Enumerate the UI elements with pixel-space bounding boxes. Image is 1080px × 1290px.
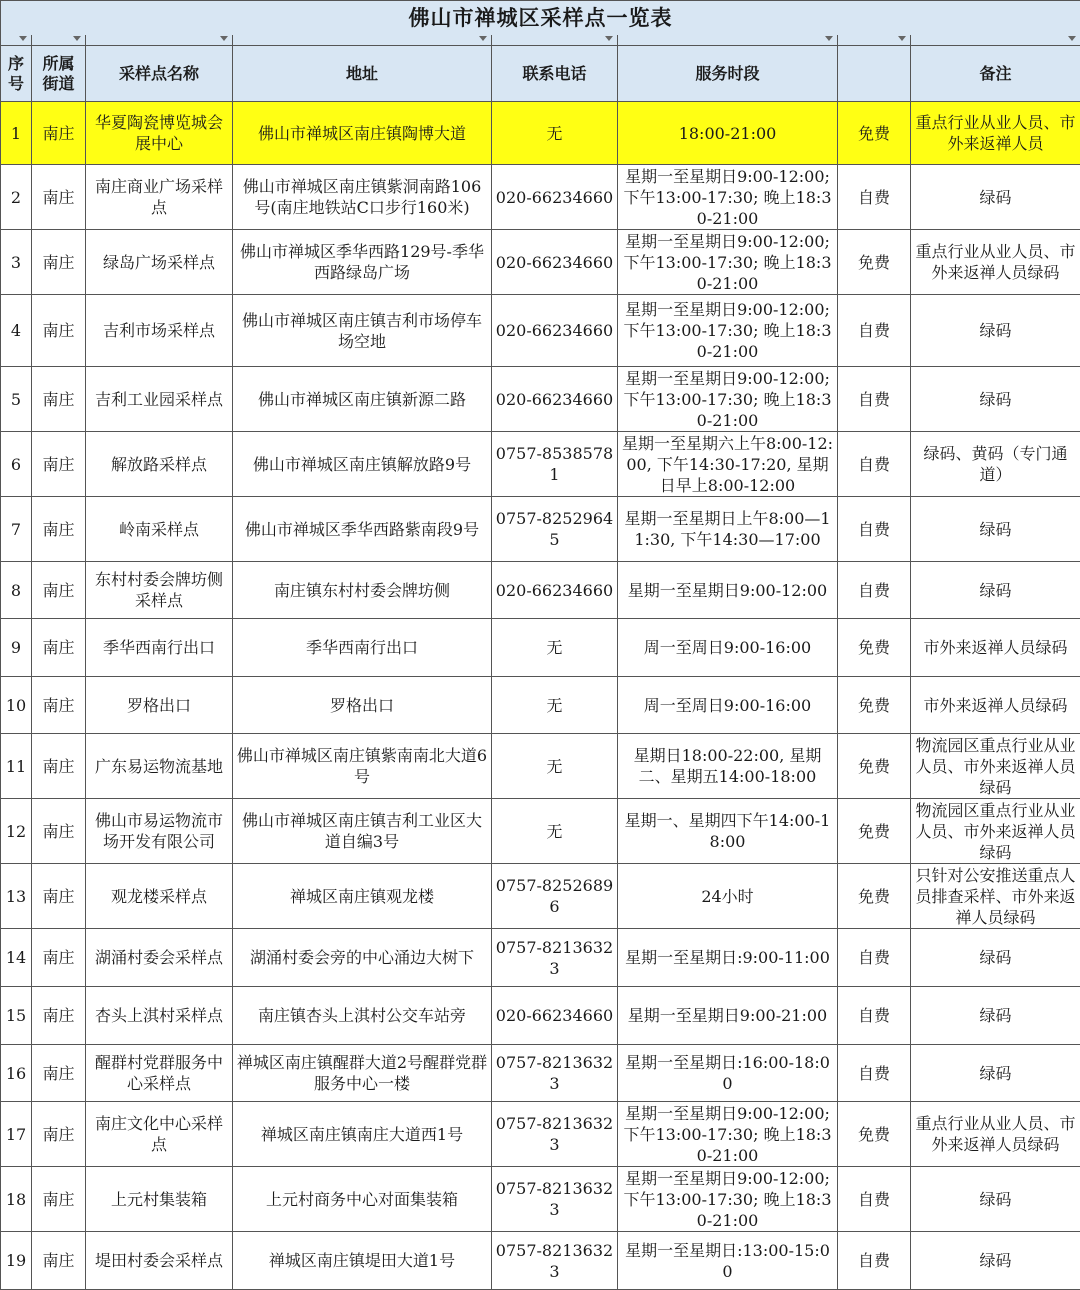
hours-cell: 星期一至星期六上午8:00-12:00, 下午14:30-17:20, 星期日早上8:00-12:00 bbox=[618, 432, 838, 497]
header-note: 备注 bbox=[911, 46, 1080, 102]
hours-cell: 星期一至星期日:16:00-18:00 bbox=[618, 1045, 838, 1102]
fee-cell: 自费 bbox=[838, 432, 911, 497]
table-row bbox=[1, 102, 1080, 165]
hours-cell: 18:00-21:00 bbox=[618, 102, 838, 165]
hours-cell: 星期一至星期日9:00-12:00; 下午13:00-17:30; 晚上18:30-21:00 bbox=[618, 295, 838, 367]
fee-cell: 免费 bbox=[838, 619, 911, 677]
fee-cell: 自费 bbox=[838, 367, 911, 432]
table-row bbox=[1, 562, 1080, 619]
table-row bbox=[1, 432, 1080, 497]
row-number: 7 bbox=[1, 497, 32, 562]
site-name-cell: 南庄文化中心采样点 bbox=[86, 1102, 233, 1167]
address-cell: 佛山市禅城区季华西路紫南段9号 bbox=[233, 497, 492, 562]
street-cell: 南庄 bbox=[32, 734, 86, 799]
phone-cell: 020-66234660 bbox=[492, 367, 618, 432]
address-cell: 禅城区南庄镇醒群大道2号醒群党群服务中心一楼 bbox=[233, 1045, 492, 1102]
site-name-cell: 南庄商业广场采样点 bbox=[86, 165, 233, 230]
filter-dropdown-icon[interactable] bbox=[605, 36, 613, 41]
filter-cell bbox=[838, 35, 911, 46]
table-row bbox=[1, 1045, 1080, 1102]
fee-cell: 免费 bbox=[838, 799, 911, 864]
note-cell: 绿码、黄码（专门通道） bbox=[911, 432, 1080, 497]
phone-cell: 0757-82136323 bbox=[492, 1167, 618, 1232]
hours-cell: 星期一至星期日9:00-12:00 bbox=[618, 562, 838, 619]
row-number: 16 bbox=[1, 1045, 32, 1102]
row-number: 10 bbox=[1, 677, 32, 734]
filter-dropdown-icon[interactable] bbox=[898, 36, 906, 41]
phone-cell: 无 bbox=[492, 619, 618, 677]
site-name-cell: 季华西南行出口 bbox=[86, 619, 233, 677]
fee-cell: 免费 bbox=[838, 677, 911, 734]
hours-cell: 星期一至星期日9:00-12:00; 下午13:00-17:30; 晚上18:30-21:00 bbox=[618, 1167, 838, 1232]
site-name-cell: 醒群村党群服务中心采样点 bbox=[86, 1045, 233, 1102]
fee-cell: 免费 bbox=[838, 102, 911, 165]
site-name-cell: 吉利市场采样点 bbox=[86, 295, 233, 367]
hours-cell: 星期一至星期日:9:00-11:00 bbox=[618, 929, 838, 987]
filter-cell bbox=[32, 35, 86, 46]
street-cell: 南庄 bbox=[32, 165, 86, 230]
address-cell: 季华西南行出口 bbox=[233, 619, 492, 677]
fee-cell: 自费 bbox=[838, 987, 911, 1045]
note-cell: 绿码 bbox=[911, 1045, 1080, 1102]
header-address: 地址 bbox=[233, 46, 492, 102]
fee-cell: 自费 bbox=[838, 929, 911, 987]
site-name-cell: 岭南采样点 bbox=[86, 497, 233, 562]
note-cell: 绿码 bbox=[911, 1232, 1080, 1290]
row-number: 11 bbox=[1, 734, 32, 799]
address-cell: 佛山市禅城区南庄镇吉利市场停车场空地 bbox=[233, 295, 492, 367]
street-cell: 南庄 bbox=[32, 987, 86, 1045]
fee-cell: 免费 bbox=[838, 734, 911, 799]
sheet-title: 佛山市禅城区采样点一览表 bbox=[1, 1, 1080, 36]
filter-dropdown-icon[interactable] bbox=[1068, 36, 1076, 41]
row-number: 14 bbox=[1, 929, 32, 987]
address-cell: 佛山市禅城区南庄镇紫南南北大道6号 bbox=[233, 734, 492, 799]
site-name-cell: 东村村委会牌坊侧采样点 bbox=[86, 562, 233, 619]
hours-cell: 星期日18:00-22:00, 星期二、星期五14:00-18:00 bbox=[618, 734, 838, 799]
street-cell: 南庄 bbox=[32, 1232, 86, 1290]
hours-cell: 星期一、星期四下午14:00-18:00 bbox=[618, 799, 838, 864]
filter-dropdown-icon[interactable] bbox=[479, 36, 487, 41]
table-row bbox=[1, 929, 1080, 987]
fee-cell: 免费 bbox=[838, 1102, 911, 1167]
header-fee bbox=[838, 46, 911, 102]
row-number: 9 bbox=[1, 619, 32, 677]
site-name-cell: 解放路采样点 bbox=[86, 432, 233, 497]
address-cell: 湖涌村委会旁的中心涌边大树下 bbox=[233, 929, 492, 987]
street-cell: 南庄 bbox=[32, 497, 86, 562]
note-cell: 只针对公安推送重点人员排查采样、市外来返禅人员绿码 bbox=[911, 864, 1080, 929]
address-cell: 佛山市禅城区南庄镇解放路9号 bbox=[233, 432, 492, 497]
row-number: 17 bbox=[1, 1102, 32, 1167]
row-number: 15 bbox=[1, 987, 32, 1045]
table-row bbox=[1, 677, 1080, 734]
hours-cell: 星期一至星期日9:00-12:00; 下午13:00-17:30; 晚上18:30-21:00 bbox=[618, 230, 838, 295]
hours-cell: 星期一至星期日9:00-12:00; 下午13:00-17:30; 晚上18:30-21:00 bbox=[618, 1102, 838, 1167]
address-cell: 佛山市禅城区南庄镇新源二路 bbox=[233, 367, 492, 432]
phone-cell: 无 bbox=[492, 102, 618, 165]
table-row bbox=[1, 497, 1080, 562]
filter-cell bbox=[233, 35, 492, 46]
row-number: 2 bbox=[1, 165, 32, 230]
filter-dropdown-icon[interactable] bbox=[220, 36, 228, 41]
address-cell: 罗格出口 bbox=[233, 677, 492, 734]
filter-cell bbox=[911, 35, 1080, 46]
street-cell: 南庄 bbox=[32, 1045, 86, 1102]
fee-cell: 免费 bbox=[838, 864, 911, 929]
phone-cell: 0757-82136323 bbox=[492, 1102, 618, 1167]
note-cell: 绿码 bbox=[911, 165, 1080, 230]
table-row bbox=[1, 1102, 1080, 1167]
table-row bbox=[1, 987, 1080, 1045]
filter-cell bbox=[618, 35, 838, 46]
phone-cell: 无 bbox=[492, 734, 618, 799]
address-cell: 禅城区南庄镇堤田大道1号 bbox=[233, 1232, 492, 1290]
phone-cell: 0757-85385781 bbox=[492, 432, 618, 497]
fee-cell: 自费 bbox=[838, 295, 911, 367]
phone-cell: 0757-82136323 bbox=[492, 1232, 618, 1290]
street-cell: 南庄 bbox=[32, 1102, 86, 1167]
phone-cell: 无 bbox=[492, 799, 618, 864]
header-row bbox=[1, 46, 1080, 102]
hours-cell: 周一至周日9:00-16:00 bbox=[618, 677, 838, 734]
fee-cell: 自费 bbox=[838, 1045, 911, 1102]
table-row bbox=[1, 295, 1080, 367]
header-hours: 服务时段 bbox=[618, 46, 838, 102]
row-number: 5 bbox=[1, 367, 32, 432]
row-number: 13 bbox=[1, 864, 32, 929]
table-row bbox=[1, 165, 1080, 230]
street-cell: 南庄 bbox=[32, 619, 86, 677]
note-cell: 市外来返禅人员绿码 bbox=[911, 619, 1080, 677]
address-cell: 佛山市禅城区南庄镇陶博大道 bbox=[233, 102, 492, 165]
row-number: 1 bbox=[1, 102, 32, 165]
street-cell: 南庄 bbox=[32, 295, 86, 367]
street-cell: 南庄 bbox=[32, 1167, 86, 1232]
address-cell: 佛山市禅城区季华西路129号-季华西路绿岛广场 bbox=[233, 230, 492, 295]
note-cell: 重点行业从业人员、市外来返禅人员绿码 bbox=[911, 230, 1080, 295]
phone-cell: 0757-82529645 bbox=[492, 497, 618, 562]
street-cell: 南庄 bbox=[32, 230, 86, 295]
phone-cell: 0757-82526896 bbox=[492, 864, 618, 929]
note-cell: 绿码 bbox=[911, 987, 1080, 1045]
filter-cell bbox=[1, 35, 32, 46]
fee-cell: 免费 bbox=[838, 230, 911, 295]
site-name-cell: 罗格出口 bbox=[86, 677, 233, 734]
note-cell: 物流园区重点行业从业人员、市外来返禅人员绿码 bbox=[911, 734, 1080, 799]
table-row bbox=[1, 367, 1080, 432]
row-number: 18 bbox=[1, 1167, 32, 1232]
street-cell: 南庄 bbox=[32, 562, 86, 619]
site-name-cell: 湖涌村委会采样点 bbox=[86, 929, 233, 987]
row-number: 3 bbox=[1, 230, 32, 295]
note-cell: 绿码 bbox=[911, 562, 1080, 619]
table-row bbox=[1, 230, 1080, 295]
site-name-cell: 上元村集装箱 bbox=[86, 1167, 233, 1232]
table-row bbox=[1, 799, 1080, 864]
row-number: 4 bbox=[1, 295, 32, 367]
hours-cell: 星期一至星期日9:00-12:00; 下午13:00-17:30; 晚上18:30-21:00 bbox=[618, 165, 838, 230]
filter-cell bbox=[86, 35, 233, 46]
row-number: 8 bbox=[1, 562, 32, 619]
note-cell: 重点行业从业人员、市外来返禅人员绿码 bbox=[911, 1102, 1080, 1167]
table-row bbox=[1, 864, 1080, 929]
site-name-cell: 华夏陶瓷博览城会展中心 bbox=[86, 102, 233, 165]
table-row bbox=[1, 734, 1080, 799]
table-row bbox=[1, 619, 1080, 677]
phone-cell: 020-66234660 bbox=[492, 165, 618, 230]
row-number: 12 bbox=[1, 799, 32, 864]
phone-cell: 020-66234660 bbox=[492, 230, 618, 295]
fee-cell: 自费 bbox=[838, 562, 911, 619]
note-cell: 重点行业从业人员、市外来返禅人员 bbox=[911, 102, 1080, 165]
header-street: 所属街道 bbox=[32, 46, 86, 102]
address-cell: 佛山市禅城区南庄镇吉利工业区大道自编3号 bbox=[233, 799, 492, 864]
address-cell: 南庄镇杏头上淇村公交车站旁 bbox=[233, 987, 492, 1045]
header-name: 采样点名称 bbox=[86, 46, 233, 102]
site-name-cell: 绿岛广场采样点 bbox=[86, 230, 233, 295]
address-cell: 禅城区南庄镇观龙楼 bbox=[233, 864, 492, 929]
phone-cell: 0757-82136323 bbox=[492, 929, 618, 987]
table-row bbox=[1, 1167, 1080, 1232]
fee-cell: 自费 bbox=[838, 1232, 911, 1290]
site-name-cell: 广东易运物流基地 bbox=[86, 734, 233, 799]
header-phone: 联系电话 bbox=[492, 46, 618, 102]
note-cell: 市外来返禅人员绿码 bbox=[911, 677, 1080, 734]
phone-cell: 020-66234660 bbox=[492, 295, 618, 367]
street-cell: 南庄 bbox=[32, 432, 86, 497]
row-number: 19 bbox=[1, 1232, 32, 1290]
street-cell: 南庄 bbox=[32, 799, 86, 864]
hours-cell: 星期一至星期日:13:00-15:00 bbox=[618, 1232, 838, 1290]
fee-cell: 自费 bbox=[838, 1167, 911, 1232]
note-cell: 绿码 bbox=[911, 367, 1080, 432]
hours-cell: 星期一至星期日9:00-21:00 bbox=[618, 987, 838, 1045]
phone-cell: 0757-82136323 bbox=[492, 1045, 618, 1102]
street-cell: 南庄 bbox=[32, 367, 86, 432]
site-name-cell: 杏头上淇村采样点 bbox=[86, 987, 233, 1045]
phone-cell: 020-66234660 bbox=[492, 987, 618, 1045]
filter-dropdown-icon[interactable] bbox=[19, 36, 27, 41]
row-number: 6 bbox=[1, 432, 32, 497]
site-name-cell: 观龙楼采样点 bbox=[86, 864, 233, 929]
note-cell: 绿码 bbox=[911, 497, 1080, 562]
filter-dropdown-icon[interactable] bbox=[825, 36, 833, 41]
header-no: 序号 bbox=[1, 46, 32, 102]
street-cell: 南庄 bbox=[32, 864, 86, 929]
phone-cell: 无 bbox=[492, 677, 618, 734]
hours-cell: 星期一至星期日上午8:00—11:30, 下午14:30—17:00 bbox=[618, 497, 838, 562]
note-cell: 绿码 bbox=[911, 1167, 1080, 1232]
filter-row bbox=[1, 35, 1080, 46]
site-name-cell: 吉利工业园采样点 bbox=[86, 367, 233, 432]
phone-cell: 020-66234660 bbox=[492, 562, 618, 619]
street-cell: 南庄 bbox=[32, 677, 86, 734]
note-cell: 绿码 bbox=[911, 929, 1080, 987]
street-cell: 南庄 bbox=[32, 102, 86, 165]
hours-cell: 星期一至星期日9:00-12:00; 下午13:00-17:30; 晚上18:30-21:00 bbox=[618, 367, 838, 432]
site-name-cell: 堤田村委会采样点 bbox=[86, 1232, 233, 1290]
address-cell: 佛山市禅城区南庄镇紫洞南路106号(南庄地铁站C口步行160米) bbox=[233, 165, 492, 230]
site-name-cell: 佛山市易运物流市场开发有限公司 bbox=[86, 799, 233, 864]
note-cell: 绿码 bbox=[911, 295, 1080, 367]
address-cell: 禅城区南庄镇南庄大道西1号 bbox=[233, 1102, 492, 1167]
note-cell: 物流园区重点行业从业人员、市外来返禅人员绿码 bbox=[911, 799, 1080, 864]
filter-dropdown-icon[interactable] bbox=[73, 36, 81, 41]
address-cell: 上元村商务中心对面集装箱 bbox=[233, 1167, 492, 1232]
street-cell: 南庄 bbox=[32, 929, 86, 987]
table-row bbox=[1, 1232, 1080, 1290]
address-cell: 南庄镇东村村委会牌坊侧 bbox=[233, 562, 492, 619]
fee-cell: 自费 bbox=[838, 165, 911, 230]
fee-cell: 自费 bbox=[838, 497, 911, 562]
filter-cell bbox=[492, 35, 618, 46]
hours-cell: 24小时 bbox=[618, 864, 838, 929]
hours-cell: 周一至周日9:00-16:00 bbox=[618, 619, 838, 677]
